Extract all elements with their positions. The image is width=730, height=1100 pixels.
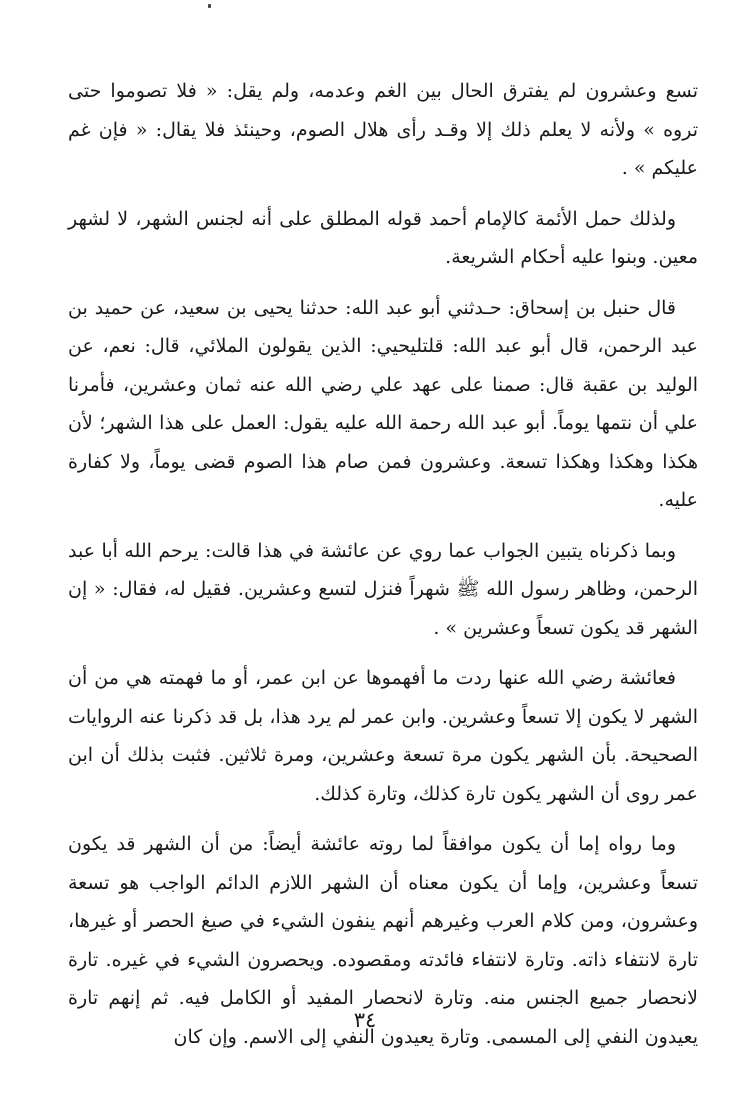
paragraph-6: وما رواه إما أن يكون موافقاً لما روته عائشة أيضاً: من أن الشهر قد يكون تسعاً وعشرين، وإما أن يكون معناه أن الشهر اللازم الدائم الواجب هو تسعة وعشرون، ومن كلام العرب وغيرهم أنهم ينفون الشيء في صيغ الحصر أو غيرها، تارة لانتفاء ذاته. وتارة لانتفاء فائدته ومقصوده. ويحصرون الشيء في غيره. تارة لانحصار جميع الجنس منه. وتارة لانحصار المفيد أو الكامل فيه. ثم إنهم تارة يعيدون النفي إلى المسمى. وتارة يعيدون النفي إلى الاسم. وإن كان	[68, 833, 698, 1048]
page-number: ٣٤	[353, 1008, 377, 1032]
paragraph-5: فعائشة رضي الله عنها ردت ما أفهموها عن ابن عمر، أو ما فهمته هي من أن الشهر لا يكون إلا تسعاً وعشرين. وابن عمر لم يرد هذا، بل قد ذكرنا عنه الروايات الصحيحة. بأن الشهر يكون مرة تسعة وعشرين، ومرة ثلاثين. فثبت بذلك أن ابن عمر روى أن الشهر يكون تارة كذلك، وتارة كذلك.	[68, 667, 698, 805]
paragraph-4: وبما ذكرناه يتبين الجواب عما روي عن عائشة في هذا قالت: يرحم الله أبا عبد الرحمن، وظاهر رسول الله ﷺ شهراً فنزل لتسع وعشرين. فقيل له، فقال: « إن الشهر قد يكون تسعاً وعشرين » .	[68, 539, 698, 639]
paragraph-1: تسع وعشرون لم يفترق الحال بين الغم وعدمه، ولم يقل: « فلا تصوموا حتى تروه » ولأنه لا يعلم ذلك إلا وقـد رأى هلال الصوم، وحينئذ فلا يقال: « فإن غم عليكم » .	[68, 80, 698, 179]
paragraph-2: ولذلك حمل الأئمة كالإمام أحمد قوله المطلق على أنه لجنس الشهر، لا لشهر معين. وبنوا عليه أحكام الشريعة.	[68, 207, 698, 268]
paragraph-3: قال حنبل بن إسحاق: حـدثني أبو عبد الله: حدثنا يحيى بن سعيد، عن حميد بن عبد الرحمن، قال أبو عبد الله: قلتليحيي: الذين يقولون الملائي، قال: نعم، عن الوليد بن عقبة قال: صمنا على عهد علي رضي الله عنه ثمان وعشرين، فأمرنا علي أن نتمها يوماً. أبو عبد الله رحمة الله عليه يقول: العمل على هذا الشهر؛ لأن هكذا وهكذا وهكذا تسعة. وعشرون فمن صام هذا الصوم قضى يوماً، ولا كفارة عليه.	[68, 296, 698, 511]
ink-speck	[208, 4, 211, 8]
page-body	[68, 72, 698, 1068]
